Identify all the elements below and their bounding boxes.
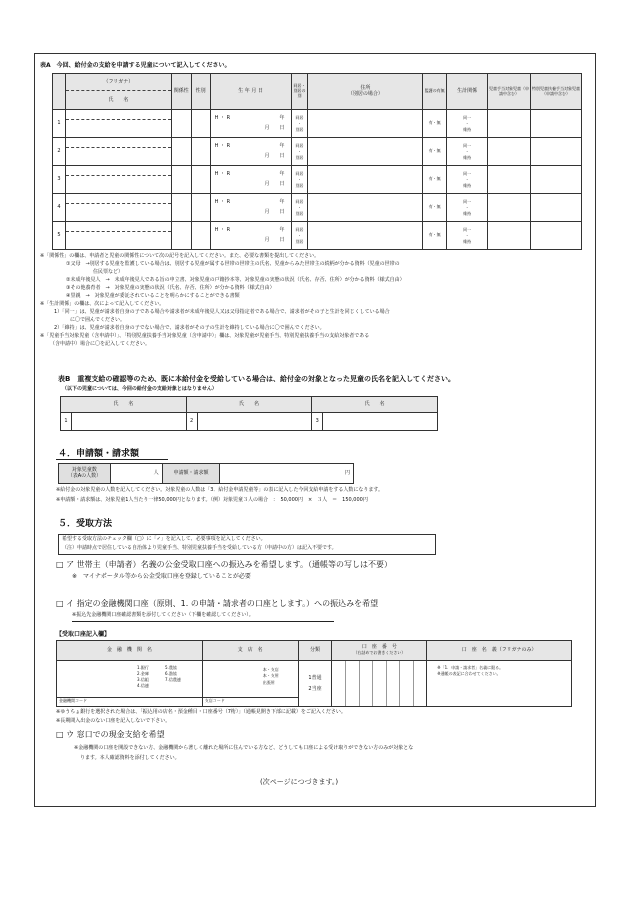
livelihood-cell[interactable]: [447, 166, 488, 194]
branch-kind: 出張所: [262, 679, 275, 685]
note: ※「児童手当対象児童（含申請中）」、「特別児童扶養手当対象児童（含申請中）」欄は、対象児童が児童手当、特別児童扶養手当の支給対象者である: [40, 333, 370, 339]
row-number: 5: [53, 222, 66, 250]
birth-cell[interactable]: [210, 138, 291, 166]
row-number: 3: [53, 166, 66, 194]
livelihood-header: 生計関係: [447, 74, 488, 110]
note: に〇で囲んでください。: [70, 317, 126, 323]
cohabit-cell[interactable]: [291, 138, 308, 166]
name-cell[interactable]: [65, 110, 171, 138]
livelihood-opt: 同一: [463, 114, 472, 120]
name-cell[interactable]: [323, 413, 438, 431]
bank-note-1: ※ゆうちょ銀行を選択された場合は、「振込用の店名・預金種目・口座番号（7桁）」（通帳見開き下部に記載）をご記入ください。: [56, 709, 346, 715]
account-number-header: 口 座 番 号: [361, 644, 397, 651]
cohabit-opt: 別居: [295, 210, 304, 216]
note: ①父母 →別居する児童を監護している場合は、別居する児童が属する世帯の世帯主の氏名、児童からみた世帯主の続柄が分かる資料（児童の世帯の: [66, 261, 400, 267]
birth-cell[interactable]: [210, 166, 291, 194]
cohabit-opt: 別居: [295, 238, 304, 244]
year-unit: 年: [279, 227, 285, 233]
livelihood-opt: 維持: [463, 182, 472, 188]
livelihood-opt: 維持: [463, 154, 472, 160]
table-b-subtitle: （以下の児童については、今回の給付金の支給対象とはなりません）: [62, 386, 217, 392]
custody-cell[interactable]: 有・無: [423, 110, 447, 138]
furigana-header: （フリガナ）: [66, 80, 171, 91]
year-unit: 年: [279, 115, 285, 121]
birth-header: 生 年 月 日: [210, 74, 291, 110]
holder-note-1: ※「1．申請・請求者」名義に限る。: [437, 665, 504, 670]
page-footer: (次ページにつづきます。): [260, 778, 339, 786]
inst-kind: 7.信農連: [165, 677, 181, 682]
institution-header: 金 融 機 関 名: [57, 641, 203, 661]
custody-header: 監護の有無: [423, 74, 447, 110]
livelihood-cell[interactable]: [447, 222, 488, 250]
yen-unit: 円: [344, 469, 350, 476]
name-cell[interactable]: [65, 166, 171, 194]
note: （含申請中）場合に〇を記入してください。: [50, 341, 151, 347]
livelihood-opt: 維持: [463, 126, 472, 132]
table-a-row: [53, 194, 582, 222]
address-cell[interactable]: [308, 166, 423, 194]
separator: ・: [297, 176, 302, 182]
month-day-unit: 月 日: [264, 237, 285, 243]
livelihood-cell[interactable]: [447, 110, 488, 138]
livelihood-cell[interactable]: [447, 138, 488, 166]
birth-cell[interactable]: [210, 222, 291, 250]
holder-header: 口 座 名 義（フリガナのみ）: [427, 641, 572, 661]
name-cell[interactable]: [71, 413, 186, 431]
cohabit-opt: 同居: [295, 114, 304, 120]
livelihood-opt: 同一: [463, 142, 472, 148]
address-sub-header: （別居の場合）: [347, 90, 383, 97]
sex-cell[interactable]: [191, 194, 210, 222]
address-cell[interactable]: [308, 222, 423, 250]
livelihood-opt: 同一: [463, 170, 472, 176]
address-cell[interactable]: [308, 110, 423, 138]
special-allowance-cell[interactable]: [531, 138, 582, 166]
child-allowance-cell[interactable]: [488, 110, 531, 138]
livelihood-opt: 同一: [463, 226, 472, 232]
custody-cell[interactable]: 有・無: [423, 222, 447, 250]
separator: ・: [297, 148, 302, 154]
separator: ・: [297, 232, 302, 238]
month-day-unit: 月 日: [264, 153, 285, 159]
section-4-title: ４．申請額・請求額: [58, 449, 140, 459]
child-allowance-cell[interactable]: [488, 166, 531, 194]
cohabit-cell[interactable]: [291, 110, 308, 138]
branch-kind: 本・支所: [262, 673, 279, 679]
instruction-line-2: （注）申請時点で居住している自治体より児童手当、特別児童扶養手当を受給している方（申請中の方）は記入不要です。: [62, 545, 337, 551]
name-cell[interactable]: [65, 138, 171, 166]
month-day-unit: 月 日: [264, 181, 285, 187]
inst-kind: 4.信連: [137, 683, 149, 688]
table-a-row: [53, 138, 582, 166]
separator: ・: [465, 120, 470, 126]
cohabit-cell[interactable]: [291, 222, 308, 250]
birth-cell[interactable]: [210, 194, 291, 222]
cohabit-opt: 同居: [295, 198, 304, 204]
special-allowance-cell[interactable]: [531, 222, 582, 250]
era-choice: H ・ R: [214, 143, 231, 149]
table-b-title: 表B 重複支給の確認等のため、既に本給付金を受給している場合は、給付金の対象となった児童の氏名を記入してください。: [58, 375, 456, 383]
holder-note-2: ※通帳の表記に合わせてください。: [437, 671, 501, 677]
separator: ・: [465, 232, 470, 238]
option-i-note: ※振込先金融機関口座確認書類を添付してください（下欄を確認してください）。: [72, 612, 254, 618]
bank-table: [56, 640, 572, 707]
account-type: 2当座: [308, 685, 322, 692]
option-u-note-2: ります。本人確認資料を添付してください。: [80, 755, 180, 761]
cohabit-opt: 同居: [295, 142, 304, 148]
section-4-note-1: ※給付金の対象児童の人数を記入してください。対象児童の人数は「3．給付金申請児童等」の表に記入した今回支給申請をする人数になります。: [56, 487, 383, 493]
cohabit-cell[interactable]: [291, 194, 308, 222]
note: ※「生計関係」の欄は、次によって記入してください。: [40, 301, 165, 307]
relation-cell[interactable]: [171, 222, 191, 250]
table-a-notes: [40, 254, 590, 347]
table-b-header: 氏 名: [186, 397, 312, 413]
sex-cell[interactable]: [191, 110, 210, 138]
era-choice: H ・ R: [214, 199, 231, 205]
cohabit-header: 同居・別居の別: [291, 74, 308, 110]
row-number: 2: [53, 138, 66, 166]
account-type-cell[interactable]: [298, 661, 332, 707]
section-5-title: ５．受取方法: [58, 519, 113, 529]
sex-header: 性別: [191, 74, 210, 110]
table-a-title: 表A 今回、給付金の支給を申請する児童について記入してください。: [40, 62, 231, 69]
row-number: 4: [53, 194, 66, 222]
row-number: 3: [312, 413, 323, 431]
table-b: [60, 396, 438, 431]
separator: ・: [297, 204, 302, 210]
cohabit-opt: 同居: [295, 170, 304, 176]
sex-cell[interactable]: [191, 222, 210, 250]
branch-kind: 本・支店: [262, 667, 279, 672]
section-4-note-2: ※申請額・請求額は、対象児童1人当たり一律50,000円となります。（例）対象児童３人の場合 ： 50,000円 × ３人 ＝ 150,000円: [56, 497, 368, 503]
table-b-header: 氏 名: [312, 397, 438, 413]
option-u-label[interactable]: □ ウ 窓口での現金支給を希望: [56, 730, 165, 739]
branch-header: 支 店 名: [202, 641, 298, 661]
person-unit: 人: [153, 469, 159, 476]
relation-header: 関係性: [171, 74, 191, 110]
inst-kind: 2.金庫: [137, 671, 149, 676]
note: ③その他養育者 → 対象児童の実態の状況（氏名、存否、住所）が分かる資料（様式自由）: [66, 285, 275, 291]
amount-label: 申請額・請求額: [162, 464, 220, 484]
cohabit-cell[interactable]: [291, 166, 308, 194]
relation-cell[interactable]: [171, 110, 191, 138]
child-allowance-header: 児童手当対象児童（申請中含む）: [488, 74, 531, 110]
cohabit-opt: 別居: [295, 154, 304, 160]
child-count-field[interactable]: [110, 464, 162, 484]
child-allowance-cell[interactable]: [488, 138, 531, 166]
option-a-note: ※ マイナポータル等から公金受取口座を登録していることが必要: [72, 573, 251, 580]
account-number-sub: （右詰めでお書きください）: [353, 649, 406, 655]
table-b-header: 氏 名: [61, 397, 187, 413]
account-type: 1普通: [308, 674, 322, 681]
child-count-sub: （表Aの人数）: [67, 472, 102, 479]
option-u-note-1: ※金融機関の口座を開設できない方、金融機関から著しく離れた場所に住んでいる方など、どうしても口座による受け取りができない方のみが対象とな: [74, 745, 414, 751]
livelihood-opt: 同一: [463, 198, 472, 204]
row-number: 2: [186, 413, 197, 431]
row-number: 1: [53, 110, 66, 138]
child-allowance-cell[interactable]: [488, 194, 531, 222]
inst-kind: 3.信組: [137, 677, 149, 682]
inst-kind: 6.漁協: [165, 671, 177, 676]
type-header: 分類: [298, 641, 332, 661]
institution-cell[interactable]: [57, 661, 203, 707]
sex-cell[interactable]: [191, 138, 210, 166]
sex-cell[interactable]: [191, 166, 210, 194]
cohabit-opt: 同居: [295, 226, 304, 232]
child-allowance-cell[interactable]: [488, 222, 531, 250]
relation-cell[interactable]: [171, 194, 191, 222]
section-4-underline: [56, 459, 168, 460]
holder-cell[interactable]: [427, 661, 572, 707]
address-cell[interactable]: [308, 138, 423, 166]
year-unit: 年: [279, 199, 285, 205]
bank-section-title: 【受取口座記入欄】: [56, 631, 111, 638]
amount-field[interactable]: [220, 464, 354, 484]
relation-cell[interactable]: [171, 166, 191, 194]
cohabit-opt: 別居: [295, 182, 304, 188]
name-header: 氏 名: [108, 96, 129, 103]
livelihood-opt: 維持: [463, 238, 472, 244]
year-unit: 年: [279, 143, 285, 149]
birth-cell[interactable]: [210, 110, 291, 138]
custody-cell[interactable]: 有・無: [423, 138, 447, 166]
branch-code-label: 支店コード: [204, 698, 225, 703]
table-a: [52, 73, 582, 250]
option-i-note-underline: [72, 621, 334, 622]
table-a-row: [53, 110, 582, 138]
special-allowance-cell[interactable]: [531, 166, 582, 194]
relation-cell[interactable]: [171, 138, 191, 166]
cohabit-opt: 別居: [295, 126, 304, 132]
special-allowance-header: 特別児童扶養手当対象児童（申請中含む）: [531, 74, 582, 110]
option-a-label[interactable]: □ ア 世帯主（申請者）名義の公金受取口座への振込みを希望します。（通帳等の写しは不要）: [56, 560, 393, 569]
separator: ・: [465, 204, 470, 210]
amount-table: [58, 463, 354, 484]
name-cell[interactable]: [65, 222, 171, 250]
note: ※「関係性」の欄は、申請者と児童の関係性について次の記号を記入してください。また、必要な書類を提出してください。: [40, 253, 320, 259]
option-i-label[interactable]: □ イ 指定の金融機関口座（原則、1. の申請・請求者の口座とします。）への振込みを希望: [56, 599, 379, 608]
era-choice: H ・ R: [214, 115, 231, 121]
name-cell[interactable]: [197, 413, 312, 431]
separator: ・: [465, 176, 470, 182]
instruction-line-1: 希望する受取方法のチェック欄（□）に「✓」を記入して、必要事項を記入してください。: [62, 536, 266, 542]
special-allowance-cell[interactable]: [531, 110, 582, 138]
custody-cell[interactable]: 有・無: [423, 166, 447, 194]
separator: ・: [297, 120, 302, 126]
child-count-label: 対象児童数: [71, 467, 97, 473]
note: ④里親 → 対象児童が委託されていることを明らかにすることができる書類: [66, 293, 240, 299]
table-a-row: [53, 222, 582, 250]
address-header: 住所: [360, 85, 371, 91]
special-allowance-cell[interactable]: [531, 194, 582, 222]
month-day-unit: 月 日: [264, 125, 285, 131]
table-a-row: [53, 166, 582, 194]
inst-kind: 5.農協: [165, 665, 177, 670]
row-number: 1: [61, 413, 72, 431]
era-choice: H ・ R: [214, 171, 231, 177]
custody-cell[interactable]: 有・無: [423, 194, 447, 222]
account-number-cell[interactable]: [332, 661, 427, 707]
year-unit: 年: [279, 171, 285, 177]
inst-code-label: 金融機関コード: [59, 698, 87, 703]
month-day-unit: 月 日: [264, 209, 285, 215]
branch-cell[interactable]: [202, 661, 298, 707]
separator: ・: [465, 148, 470, 154]
address-cell[interactable]: [308, 194, 423, 222]
note: ②未成年後見人 → 未成年後見人である旨の申立書、対象児童の戸籍抄本等、対象児童の実態の状況（氏名、存否、住所）が分かる資料（様式自由）: [66, 277, 405, 283]
era-choice: H ・ R: [214, 227, 231, 233]
bank-note-2: ※長期間入出金のない口座を記入しないで下さい。: [56, 718, 171, 724]
note: 住民票など）: [93, 269, 124, 275]
note: 1）「同一」は、児童が請求者自身の子である場合や請求者が未成年後見人又は父母指定者である場合で、請求者がその子と生計を同じくしている場合: [54, 309, 390, 315]
note: 2）「維持」は、児童が請求者自身の子でない場合で、請求者がその子の生計を維持している場合に〇で囲んでください。: [54, 325, 325, 331]
livelihood-cell[interactable]: [447, 194, 488, 222]
inst-kind: 1.銀行: [137, 665, 149, 670]
name-cell[interactable]: [65, 194, 171, 222]
livelihood-opt: 維持: [463, 210, 472, 216]
